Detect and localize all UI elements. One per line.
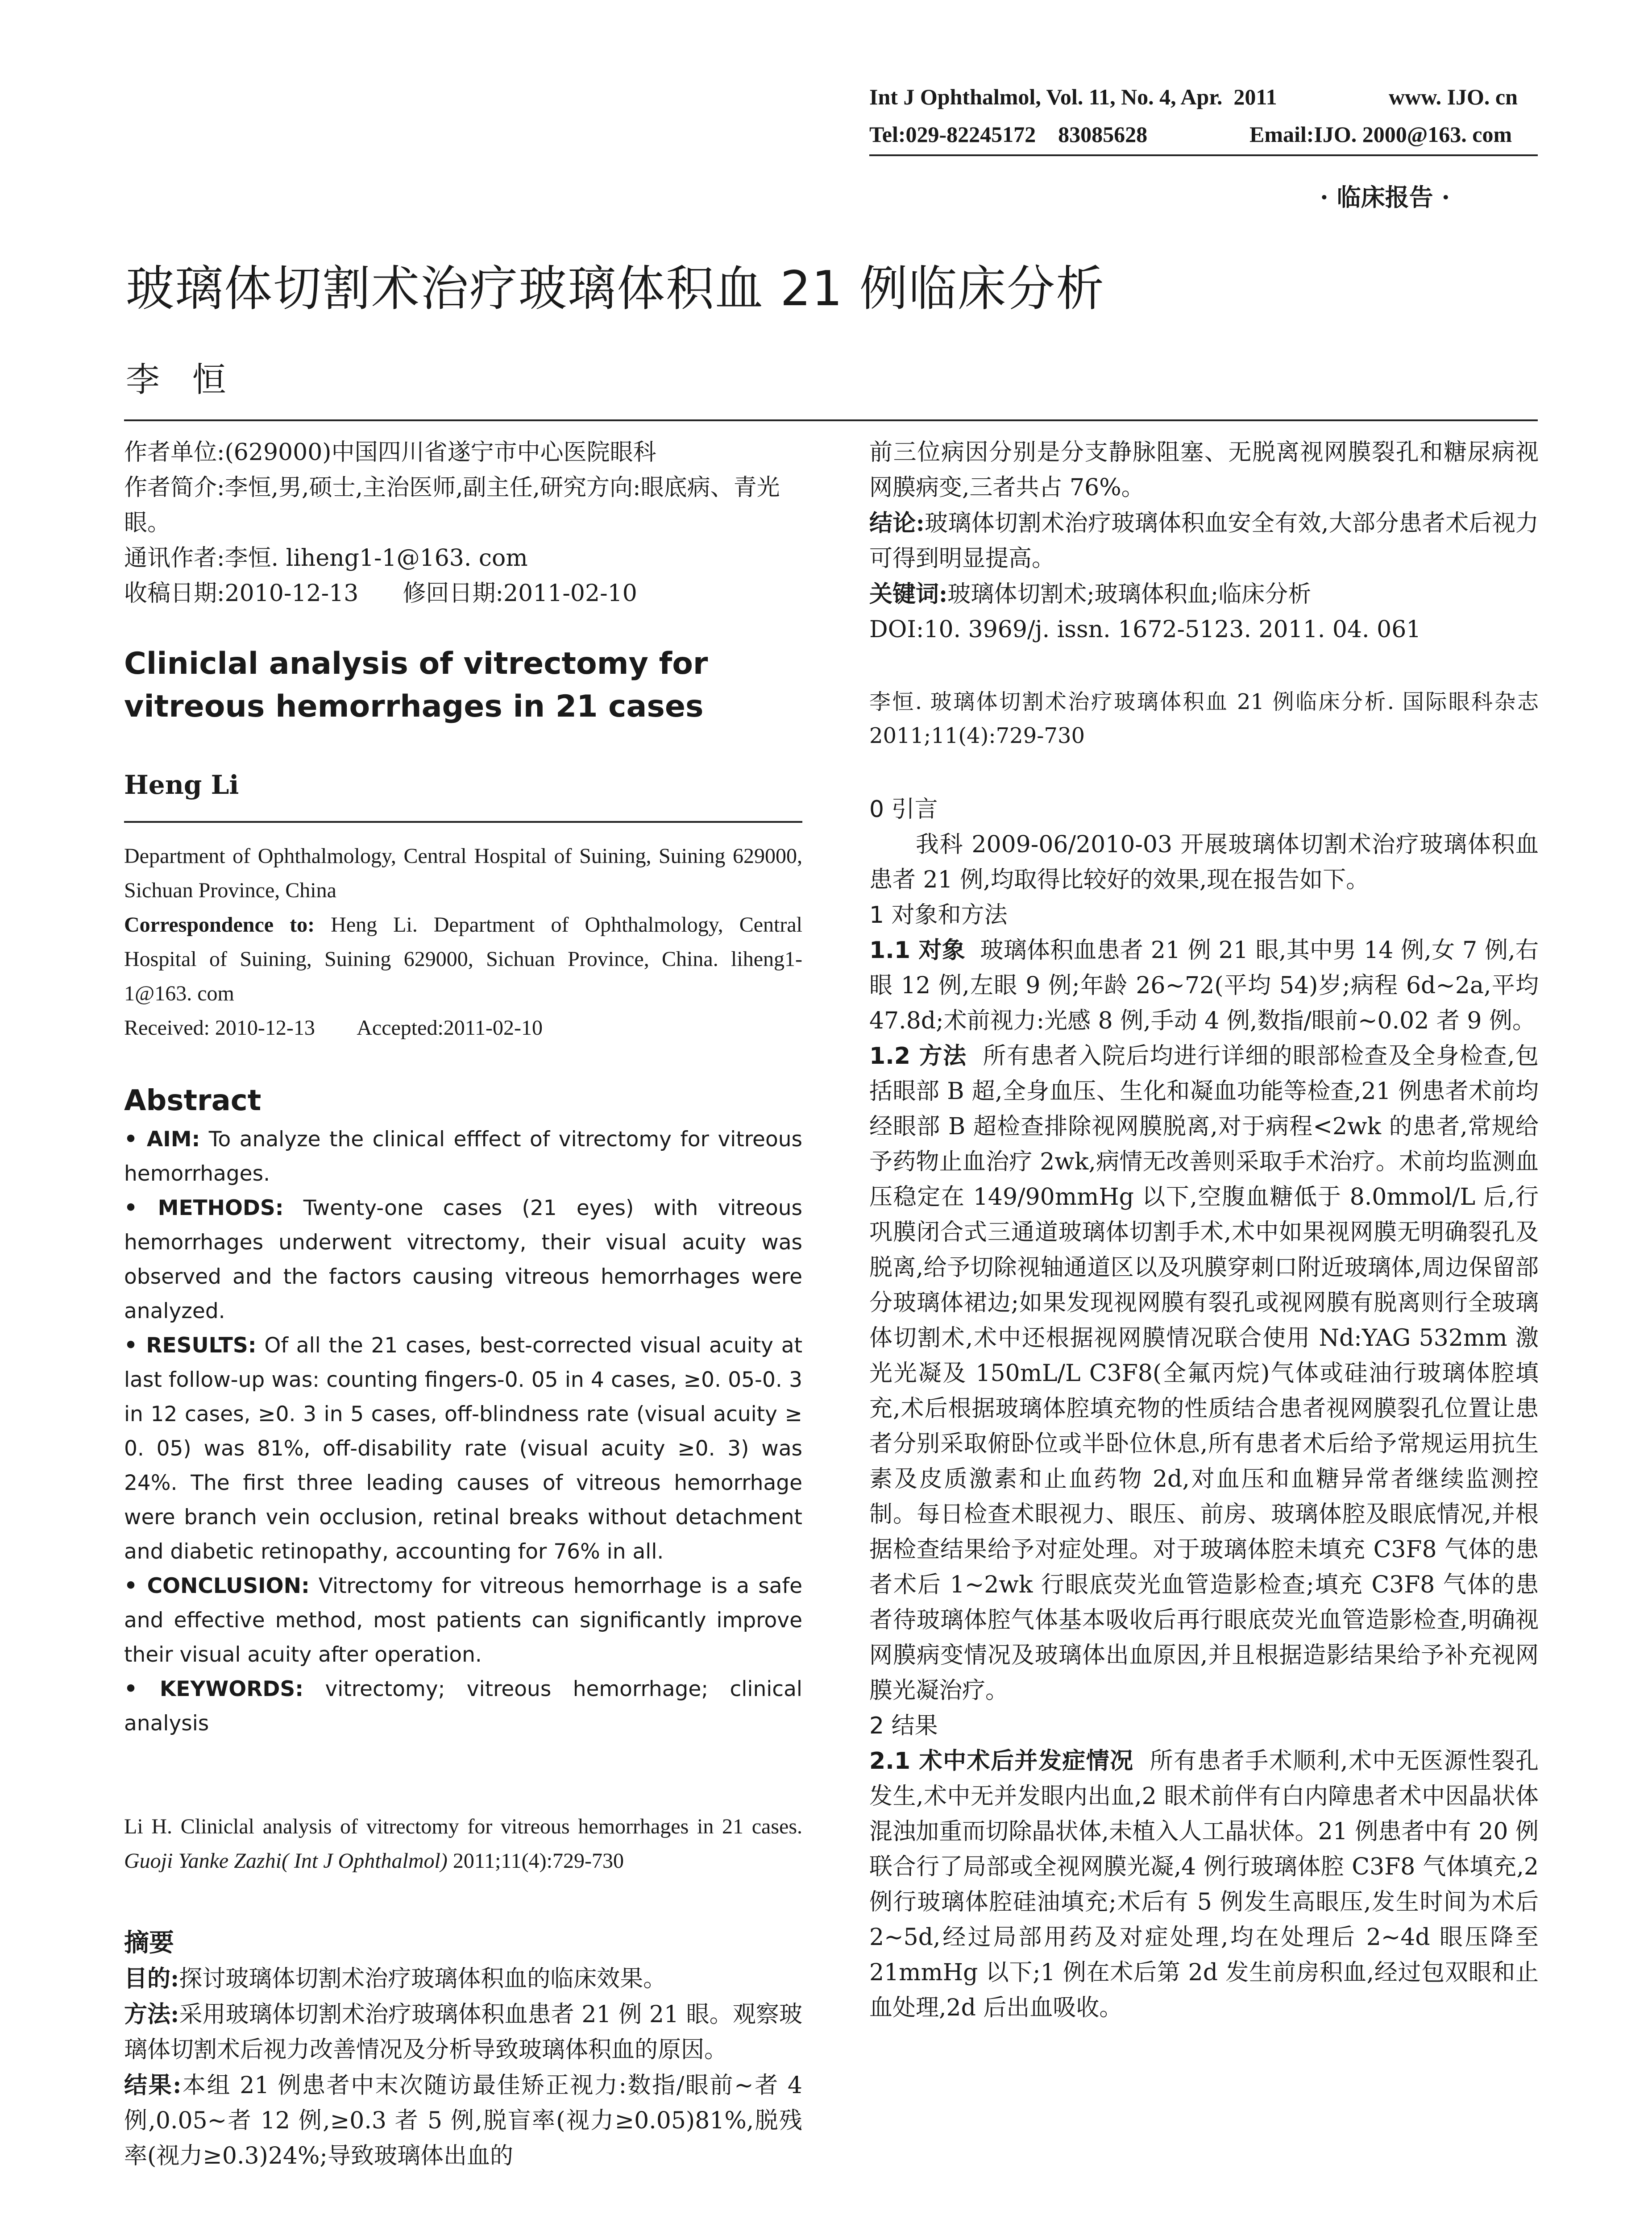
abstract-cn-results-label: 结果: xyxy=(124,2072,182,2099)
abstract-conclusion-label: • CONCLUSION: xyxy=(124,1574,310,1598)
section-1-1-label: 1.1 对象 xyxy=(869,937,965,964)
author-en: Heng Li xyxy=(124,770,239,800)
section-1-heading: 1 对象和方法 xyxy=(869,902,1008,929)
abstract-cn-keywords-label: 关键词: xyxy=(869,581,948,608)
abstract-aim-text: To analyze the clinical efffect of vitrectomy for vitreous hemorrhages. xyxy=(124,1127,802,1186)
abstract-conclusion-text: Vitrectomy for vitreous hemorrhage is a safe and effective method, most patients can significantly improve their visual acuity after operation. xyxy=(124,1574,802,1667)
section-2-1 xyxy=(869,1744,1539,2026)
correspondence-en xyxy=(124,908,802,1011)
author-cn: 李 恒 xyxy=(126,360,226,399)
section-1-1 xyxy=(869,933,1539,1039)
abstract-cn-keywords xyxy=(869,576,1539,612)
author-bio-cn: 作者简介:李恒,男,硕士,主治医师,副主任,研究方向:眼底病、青光眼。 xyxy=(124,474,780,536)
citation-cn: 李恒. 玻璃体切割术治疗玻璃体积血 21 例临床分析. 国际眼科杂志 2011;11(4):729-730 xyxy=(869,689,1539,748)
doi: DOI:10. 3969/j. issn. 1672-5123. 2011. 04. 061 xyxy=(869,616,1421,643)
section-0-heading: 0 引言 xyxy=(869,796,938,823)
correspondence-text: Heng Li. Department of Ophthalmology, Central Hospital of Suining, Suining 629000, Sichuan Province, China. liheng1-1@163. com xyxy=(124,913,803,1005)
affiliation-en: Department of Ophthalmology, Central Hospital of Suining, Suining 629000, Sichuan Province, China xyxy=(124,844,802,902)
abstract-cn-objective-text: 探讨玻璃体切割术治疗玻璃体积血的临床效果。 xyxy=(179,1966,667,1992)
section-2-1-label: 2.1 术中术后并发症情况 xyxy=(869,1748,1134,1775)
section-1-2 xyxy=(869,1039,1539,1708)
citation-en xyxy=(124,1809,802,1878)
abstract-aim xyxy=(124,1122,802,1191)
section-1-2-text: 所有患者入院后均进行详细的眼部检查及全身检查,包括眼部 B 超,全身血压、生化和凝血功能等检查,21 例患者术前均经眼部 B 超检查排除视网膜脱离,对于病程<2wk 的患者,常规给予药物止血治疗 2wk,病情无改善则采取手术治疗。术前均监测血压稳定在 149/90mmHg 以下,空腹血糖低于 8.0mmol/L 后,行巩膜闭合式三通道玻璃体切割手术,术中如果视网膜无明确裂孔及脱离,给予切除视轴通道区以及巩膜穿刺口附近玻璃体,周边保留部分玻璃体裙边;如果发现视网膜有裂孔或视网膜有脱离则行全玻璃体切割术,术中还根据视网膜情况联合使用 Nd:YAG 532mm 激光光凝及 150mL/L C3F8(全氟丙烷)气体或硅油行玻璃体腔填充,术后根据玻璃体腔填充物的性质结合患者视网膜裂孔位置让患者分别采取俯卧位或半卧位休息,所有患者术后给予常规运用抗生素及皮质激素和止血药物 2d,对血压和血糖异常者继续监测控制。每日检查术眼视力、眼压、前房、玻璃体腔及眼底情况,并根据检查结果给予对症处理。对于玻璃体腔未填充 C3F8 气体的患者术后 1~2wk 行眼底荧光血管造影检查;填充 C3F8 气体的患者待玻璃体腔气体基本吸收后再行眼底荧光血管造影检查,明确视网膜病变情况及玻璃体出血原因,并且根据造影结果给予补充视网膜光凝治疗。 xyxy=(869,1043,1539,1704)
abstract-cn-conclusion-label: 结论: xyxy=(869,510,925,537)
section-label: · 临床报告 · xyxy=(1320,183,1450,211)
section-0-text: 我科 2009-06/2010-03 开展玻璃体切割术治疗玻璃体积血患者 21 例,均取得比较好的效果,现在报告如下。 xyxy=(869,831,1539,893)
right-top xyxy=(869,435,1539,647)
abstract-cn-keywords-text: 玻璃体切割术;玻璃体积血;临床分析 xyxy=(947,581,1312,608)
abstract-cn-methods-text: 采用玻璃体切割术治疗玻璃体积血患者 21 例 21 眼。观察玻璃体切割术后视力改善情况及分析导致玻璃体积血的原因。 xyxy=(124,2001,802,2063)
title-rule xyxy=(124,419,1538,421)
abstract-cn xyxy=(124,1961,802,2174)
abstract-results-label: • RESULTS: xyxy=(124,1333,257,1358)
journal-email: Email:IJO. 2000@163. com xyxy=(1249,122,1512,147)
abstract-keywords-label: • KEYWORDS: xyxy=(124,1677,304,1701)
section-1-1-text: 玻璃体积血患者 21 例 21 眼,其中男 14 例,女 7 例,右眼 12 例,左眼 9 例;年龄 26~72(平均 54)岁;病程 6d~2a,平均 47.8d;术前视力:光感 8 例,手动 4 例,数指/眼前~0.02 者 9 例。 xyxy=(869,937,1539,1034)
citation-en-journal: Guoji Yanke Zazhi( Int J Ophthalmol) xyxy=(124,1849,448,1873)
abstract-cn-methods xyxy=(124,1997,802,2068)
abstract-cn-conclusion-text: 玻璃体切割术治疗玻璃体积血安全有效,大部分患者术后视力可得到明显提高。 xyxy=(869,510,1539,572)
affiliation-cn: 作者单位:(629000)中国四川省遂宁市中心医院眼科 xyxy=(124,439,656,466)
journal-line: Int J Ophthalmol, Vol. 11, No. 4, Apr. 2011 xyxy=(869,84,1277,109)
page-title: 玻璃体切割术治疗玻璃体积血 21 例临床分析 xyxy=(126,261,1105,317)
corresponding-cn: 通讯作者:李恒. liheng1-1@163. com xyxy=(124,545,528,572)
title-en: Cliniclal analysis of vitrectomy for vitreous hemorrhages in 21 cases xyxy=(124,646,708,724)
abstract-results-text: Of all the 21 cases, best-corrected visual acuity at last follow-up was: counting fingers-0. 05 in 4 cases, ≥0. 05-0. 3 in 12 cases, ≥0. 3 in 5 cases, off-blindness rate (visual acuity ≥ 0. 05) was 81%, off-disability rate (visual acuity ≥0. 3) was 24%. The first three leading causes of vitreous hemorrhage were branch vein occlusion, retinal breaks without detachment and diabetic retinopathy, accounting for 76% in all. xyxy=(124,1333,802,1564)
correspondence-label: Correspondence to: xyxy=(124,913,315,937)
section-2-heading: 2 结果 xyxy=(869,1713,938,1739)
citation-en-volume: 2011;11(4):729-730 xyxy=(447,1849,624,1873)
abstract-results xyxy=(124,1328,802,1569)
abstract-cn-objective xyxy=(124,1961,802,1997)
header-rule xyxy=(869,154,1538,156)
abstract-methods-text: Twenty-one cases (21 eyes) with vitreous hemorrhages underwent vitrectomy, their visual acuity was observed and the factors causing vitreous hemorrhages were analyzed. xyxy=(124,1196,802,1323)
affiliation-en-block xyxy=(124,839,802,1045)
abstract-cn-results xyxy=(124,2068,802,2174)
abstract-cn-objective-label: 目的: xyxy=(124,1965,179,1992)
abstract-aim-label: • AIM: xyxy=(124,1127,200,1152)
body-text xyxy=(869,792,1539,2026)
abstract-heading: Abstract xyxy=(124,1084,261,1117)
abstract-en xyxy=(124,1122,802,1741)
section-1-2-label: 1.2 方法 xyxy=(869,1043,967,1070)
received-en: Received: 2010-12-13 Accepted:2011-02-10 xyxy=(124,1016,543,1040)
abstract-keywords xyxy=(124,1672,802,1741)
abstract-methods xyxy=(124,1191,802,1328)
abstract-keywords-text: vitrectomy; vitreous hemorrhage; clinical analysis xyxy=(124,1677,802,1736)
dates-cn: 收稿日期:2010-12-13 修回日期:2011-02-10 xyxy=(124,580,637,607)
abstract-methods-label: • METHODS: xyxy=(124,1196,284,1220)
abstract-cn-conclusion xyxy=(869,506,1539,576)
author-rule xyxy=(124,821,802,823)
abstract-cn-methods-label: 方法: xyxy=(124,2001,179,2028)
citation-en-text: Li H. Cliniclal analysis of vitrectomy for vitreous hemorrhages in 21 cases. xyxy=(124,1815,802,1838)
journal-tel: Tel:029-82245172 83085628 xyxy=(869,122,1148,147)
abstract-cn-results-cont: 前三位病因分别是分支静脉阻塞、无脱离视网膜裂孔和糖尿病视网膜病变,三者共占 76%。 xyxy=(869,439,1539,501)
abstract-cn-heading: 摘要 xyxy=(124,1928,174,1957)
journal-website: www. IJO. cn xyxy=(1389,84,1518,109)
abstract-conclusion xyxy=(124,1569,802,1672)
abstract-cn-results-text: 本组 21 例患者中末次随访最佳矫正视力:数指/眼前~者 4 例,0.05~者 12 例,≥0.3 者 5 例,脱盲率(视力≥0.05)81%,脱残率(视力≥0.3)24%;导致玻璃体出血的 xyxy=(124,2072,802,2169)
section-2-1-text: 所有患者手术顺利,术中无医源性裂孔发生,术中无并发眼内出血,2 眼术前伴有白内障患者术中因晶状体混浊加重而切除晶状体,未植入人工晶状体。21 例患者中有 20 例联合行了局部或全视网膜光凝,4 例行玻璃体腔 C3F8 气体填充,2 例行玻璃体腔硅油填充;术后有 5 例发生高眼压,发生时间为术后 2~5d,经过局部用药及对症处理,均在处理后 2~4d 眼压降至 21mmHg 以下;1 例在术后第 2d 发生前房积血,经过包双眼和止血处理,2d 后出血吸收。 xyxy=(869,1748,1539,2021)
author-info xyxy=(124,435,802,611)
